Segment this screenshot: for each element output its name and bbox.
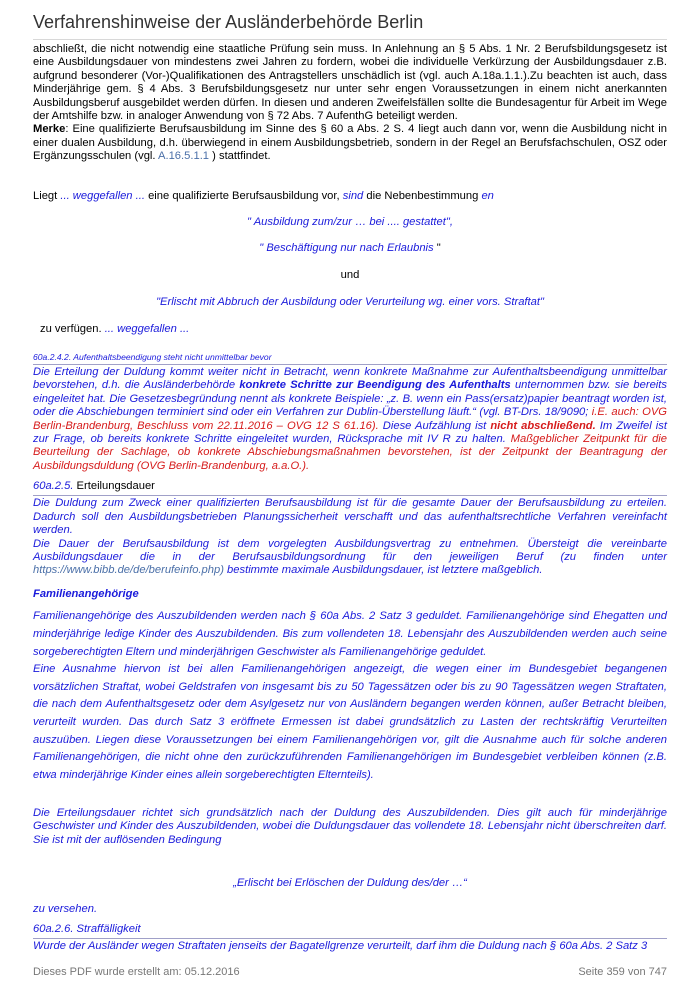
bibb-link[interactable]: https://www.bibb.de/de/berufeinfo.php) — [33, 564, 224, 577]
verfuegen-b: ... weggefallen ... — [104, 323, 190, 335]
liegt-b: ... weggefallen ... — [60, 190, 145, 202]
liegt-e: die Nebenbestimmung — [363, 190, 482, 202]
s25-paragraph-2 — [33, 538, 667, 578]
centered-line-2b: " — [436, 242, 441, 254]
liegt-d: sind — [342, 190, 364, 202]
footer-created: Dieses PDF wurde erstellt am: 05.12.2016 — [33, 966, 240, 978]
merke-label: Merke — [33, 123, 66, 136]
familie-paragraph-3: Die Erteilungsdauer richtet sich grundsätzlich nach der Duldung des Auszubildenden. Dies gilt auch für minderjährige Geschwister und Kinder des Auszubildenden, wobei die Duldungsdauer das vollendete 18. Lebensjahr nicht überschreiten darf. Sie ist mit der auflösenden Bedingung — [33, 807, 667, 846]
s242-red-1: i.E. auch: OVG Berlin-Brandenburg, Beschluss vom 22.11.2016 – OVG 12 S 61.16). — [33, 406, 667, 432]
centered-line-2 — [33, 242, 667, 255]
section-2-4-2 — [33, 352, 667, 473]
divider — [33, 364, 667, 365]
s242-bold-1: konkrete Schritte zur Beendigung des Aufenthalts — [239, 379, 511, 392]
s242-p2b: Im Zweifel ist zur Frage, ob bereits konkrete Schritte eingeleitet wurden, Rücksprache mit IV R zu halten. — [33, 419, 667, 446]
footer-page-number: Seite 359 von 747 — [578, 966, 667, 978]
s242-p1b: unternommen bzw. sie bereits eingeleitet hat. Die Gesetzesbegründung nennt als konkrete Beispiele: „z. B. wenn ein Pass(ersatz)papier beantragt worden ist, oder die Abschiebungen terminiert sind oder ein Verfahren zur Dublin-Überstellung läuft.“ (vgl. BT-Drs. 18/9090; — [33, 379, 667, 419]
divider — [33, 938, 667, 939]
s242-p2: Diese Aufzählung ist — [378, 419, 491, 432]
intro-block — [33, 43, 667, 164]
centered-line-3: "Erlischt mit Abbruch der Ausbildung oder Verurteilung wg. einer vors. Straftat" — [156, 296, 544, 308]
section-2-4-2-paragraph — [33, 366, 667, 473]
section-2-4-2-heading: 60a.2.4.2. Aufenthaltsbeendigung steht nicht unmittelbar bevor — [33, 352, 272, 362]
s25-p2: Die Dauer der Berufsausbildung ist dem vorgelegten Ausbildungsvertrag zu entnehmen. Übersteigt die vereinbarte Ausbildungsdauer die in der Berufsausbildungsordnung für den jeweiligen Beruf (zu finden unter — [33, 537, 667, 564]
familie-versehen: zu versehen. — [33, 903, 98, 915]
liegt-a: Liegt — [33, 190, 61, 202]
familie-quote: „Erlischt bei Erlöschen der Duldung des/der …“ — [233, 877, 467, 889]
familie-paragraph-1: Familienangehörige des Auszubildenden werden nach § 60a Abs. 2 Satz 3 geduldet. Familienangehörige sind Ehegatten und minderjährige ledige Kinder des Auszubildenden. Bis zum vollendeten 18. Lebensjahr des Auszubildenden werden auch seine sorgeberechtigten Eltern und minderjährigen Geschwister als Familienangehörige geduldet. — [33, 610, 667, 658]
und-text: und — [340, 269, 360, 281]
merke-text: : Eine qualifizierte Berufsausbildung im Sinne des § 60 a Abs. 2 S. 4 liegt auch dann vor, wenn die Ausbildung nicht in einer dualen Ausbildung, d.h. überwiegend in einem Ausbildungsbetrieb, sondern in der Regel an Berufsfachschulen, OSZ oder Ergänzungsschulen (vgl. — [33, 123, 667, 163]
centered-line-2a: " Beschäftigung nur nach Erlaubnis — [259, 242, 437, 254]
familie-dauer — [33, 807, 667, 847]
merke-end: ) stattfindet. — [209, 150, 271, 163]
s25-paragraph-1: Die Duldung zum Zweck einer qualifizierten Berufsausbildung ist für die gesamte Dauer der Berufsausbildung zu erteilen. Dadurch soll den Ausbildungsbetrieben Planungssicherheit verschafft und das aufenthaltsrechtliche Verfahren vereinfacht werden. — [33, 497, 667, 537]
verfuegen-a: zu verfügen. — [40, 323, 105, 335]
s242-bold-2: nicht abschließend. — [490, 419, 596, 432]
liegt-f: en — [481, 190, 494, 202]
page-title: Verfahrenshinweise der Ausländerbehörde Berlin — [33, 12, 424, 32]
intro-text: abschließt, die nicht notwendig eine staatliche Prüfung sein muss. In Anlehnung an § 5 Abs. 1 Nr. 2 Berufsbildungsgesetz ist eine Ausbildungsdauer von mindestens zwei Jahren zu fordern, wobei die individuelle Verkürzung der Ausbildungsdauer z.B. aufgrund besonderer (Vor-)Qualifikationen des Antragstellers unschädlich ist (vgl. auch A.18a.1.1.).Zu beachten ist auch, dass Minderjährige gem. § 4 Abs. 3 Berufsbildungsgesetz nur unter sehr engen Voraussetzungen in einem nicht anerkannten Ausbildungsberuf ausgebildet werden dürfen. In diesen und anderen Zweifelsfällen sollte die Bundesagentur für Arbeit im Wege der Amtshilfe bzw. in analoger Anwendung von § 72 Abs. 7 AufenthG beteiligt werden. — [33, 43, 667, 123]
familie-section — [33, 588, 667, 784]
divider — [33, 495, 667, 496]
s242-red-2: Maßgeblicher Zeitpunkt für die Beurteilung der Sachlage, ob konkrete Abschiebungsmaßnahmen bevorstehen, ist der Zeitpunkt der Beantragung der Ausbildungsduldung (OVG Berlin-Brandenburg, a.a.O.). — [33, 433, 667, 472]
page-footer — [33, 966, 667, 978]
section-2-6 — [33, 923, 667, 954]
merke-link[interactable]: A.16.5.1.1 — [158, 150, 210, 163]
verfuegen-line — [40, 323, 674, 336]
liegt-c: eine qualifizierte Berufsausbildung vor, — [144, 190, 343, 202]
section-2-5-heading — [33, 480, 667, 493]
s25-p2-end: bestimmte maximale Ausbildungsdauer, ist letztere maßgeblich. — [223, 564, 543, 577]
section-2-6-heading: 60a.2.6. Straffälligkeit — [33, 923, 141, 935]
s242-p1: Die Erteilung der Duldung kommt weiter nicht in Betracht, wenn konkrete Maßnahme zur Aufenthaltsbeendigung unmittelbar bevorstehen, d.h. die Ausländerbehörde — [33, 366, 667, 392]
liegt-line — [33, 190, 667, 203]
section-2-6-paragraph: Wurde der Ausländer wegen Straftaten jenseits der Bagatellgrenze verurteilt, darf ihm die Duldung nach § 60a Abs. 2 Satz 3 — [33, 940, 648, 953]
s25-title: Erteilungsdauer — [73, 480, 155, 492]
familie-paragraph-2: Eine Ausnahme hiervon ist bei allen Familienangehörigen angezeigt, die wegen einer im Bundesgebiet begangenen vorsätzlichen Straftat, wobei Geldstrafen von insgesamt bis zu 50 Tagessätzen oder bis zu 90 Tagessätzen wegen Straftaten, die nach dem Aufenthaltsgesetz oder dem Asylgesetz nur von Ausländern begangen werden können, außer Betracht bleiben, verurteilt wurden. Das durch Satz 3 eröffnete Ermessen ist dabei grundsätzlich zu Lasten der rechtskräftig Verurteilten auszuüben. Liegen diese Voraussetzungen bei einem Familienangehörigen vor, gilt die Ausnahme auch für solche anderen Familienangehörigen, die nicht ohne den zurückzuführenden Familienangehörigen im Bundesgebiet verbleiben können (z.B. etwa minderjährige Kinder eines allein sorgeberechtigten Elternteils). — [33, 663, 667, 781]
intro-paragraph — [33, 43, 667, 164]
familie-heading: Familienangehörige — [33, 588, 139, 600]
section-2-5 — [33, 480, 667, 578]
s25-num: 60a.2.5. — [33, 480, 74, 492]
page-header — [33, 12, 667, 40]
centered-line-1: " Ausbildung zum/zur … bei .... gestattet", — [247, 216, 453, 228]
